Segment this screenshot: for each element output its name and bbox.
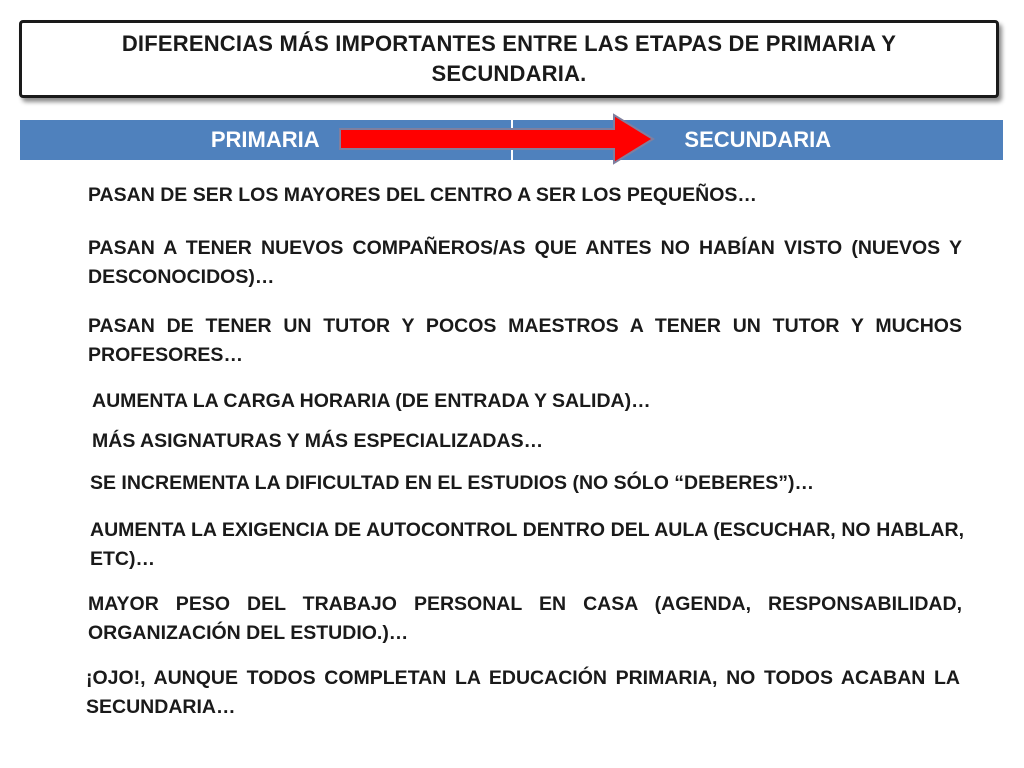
transition-arrow-icon (338, 112, 656, 166)
header-primaria: PRIMARIA (20, 120, 513, 160)
list-item: PASAN A TENER NUEVOS COMPAÑEROS/AS QUE ANTES NO HABÍAN VISTO (NUEVOS Y DESCONOCIDOS)… (88, 237, 962, 288)
list-item: PASAN DE SER LOS MAYORES DEL CENTRO A SER LOS PEQUEÑOS… (88, 184, 757, 206)
list-item: AUMENTA LA CARGA HORARIA (DE ENTRADA Y SALIDA)… (92, 390, 651, 412)
list-item: MAYOR PESO DEL TRABAJO PERSONAL EN CASA (AGENDA, RESPONSABILIDAD, ORGANIZACIÓN DEL ESTUDIO.)… (88, 593, 962, 644)
header-secundaria: SECUNDARIA (513, 120, 1004, 160)
list-item: AUMENTA LA EXIGENCIA DE AUTOCONTROL DENTRO DEL AULA (ESCUCHAR, NO HABLAR, ETC)… (90, 519, 964, 570)
list-item: SE INCREMENTA LA DIFICULTAD EN EL ESTUDIOS (NO SÓLO “DEBERES”)… (90, 472, 815, 494)
list-item: PASAN DE TENER UN TUTOR Y POCOS MAESTROS A TENER UN TUTOR Y MUCHOS PROFESORES… (88, 315, 962, 366)
list-item: ¡OJO!, AUNQUE TODOS COMPLETAN LA EDUCACIÓN PRIMARIA, NO TODOS ACABAN LA SECUNDARIA… (86, 667, 960, 718)
slide-title: DIFERENCIAS MÁS IMPORTANTES ENTRE LAS ETAPAS DE PRIMARIA Y SECUNDARIA. (121, 31, 897, 86)
list-item: MÁS ASIGNATURAS Y MÁS ESPECIALIZADAS… (92, 430, 544, 452)
title-box (19, 20, 999, 98)
